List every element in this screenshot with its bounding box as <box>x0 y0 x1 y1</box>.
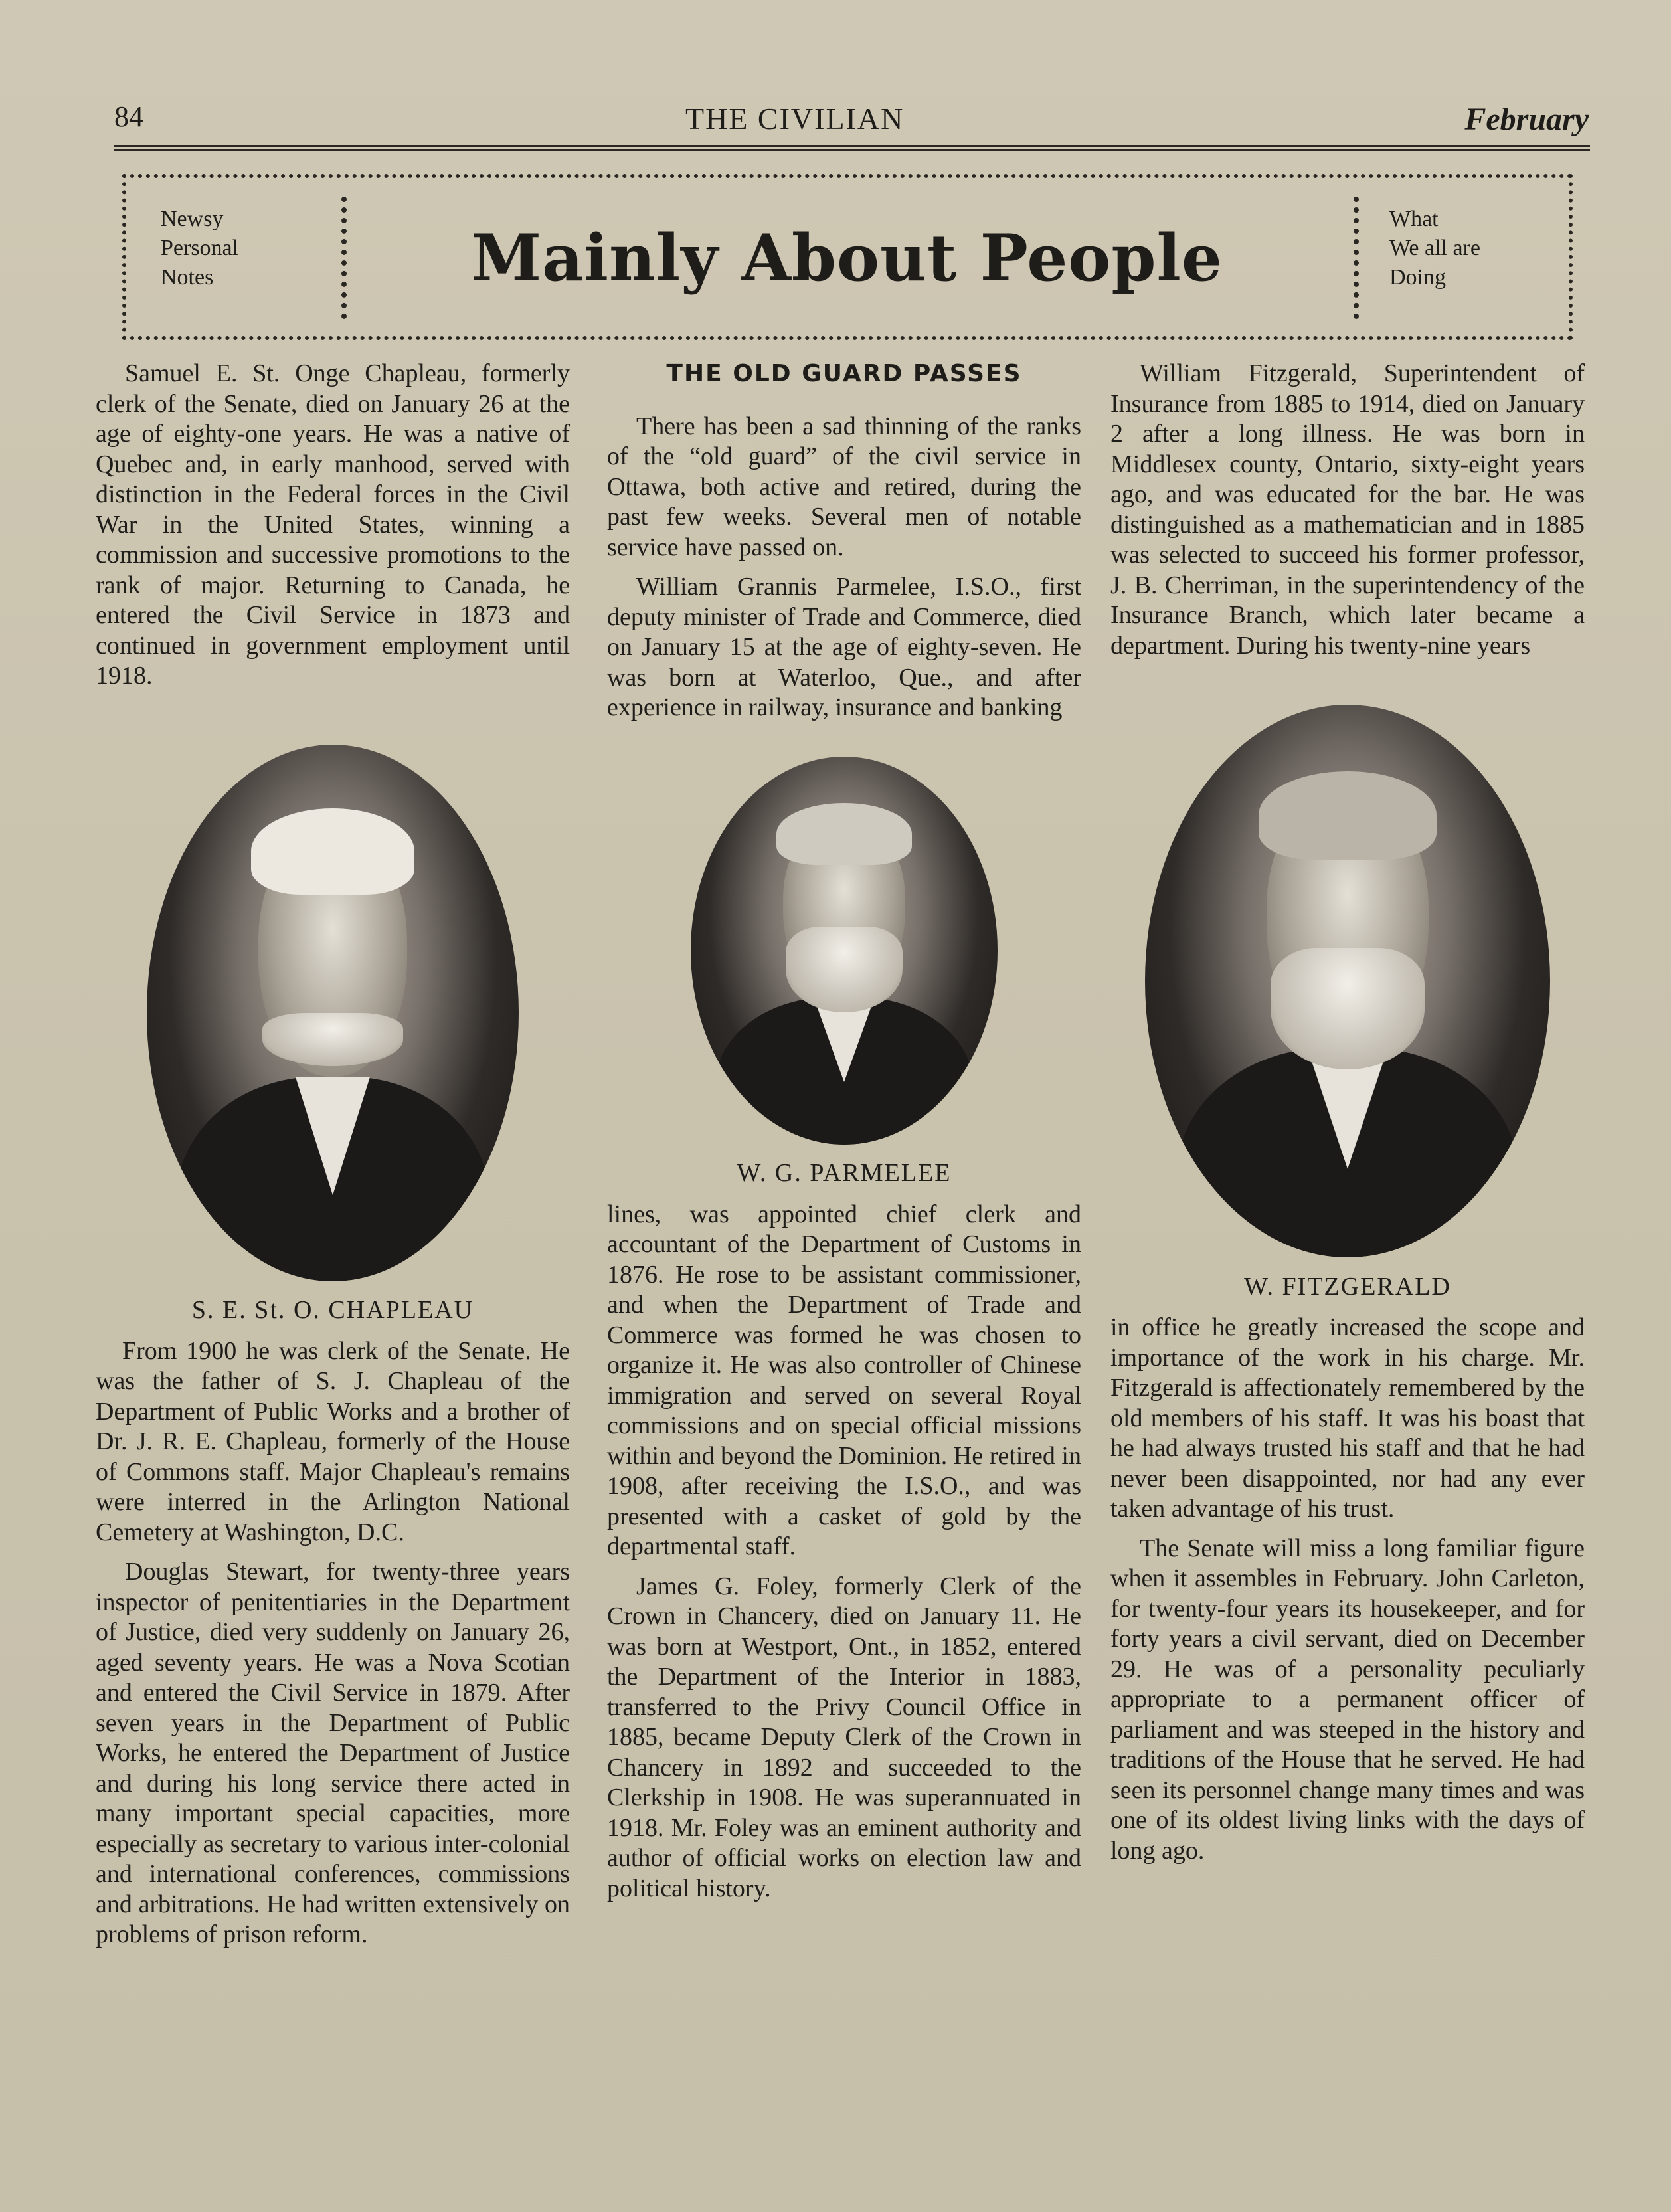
section-heading: THE OLD GUARD PASSES <box>666 360 1022 387</box>
fitzgerald-portrait <box>1145 705 1550 1257</box>
chapleau-portrait <box>147 745 519 1281</box>
old-guard-intro: There has been a sad thinning of the ranks of the “old guard” of the civil service in Ottawa, both active and retired, during the past few weeks. Several men of notable service have passed on. <box>607 412 1081 561</box>
column-two <box>607 359 1081 1913</box>
column-three <box>1110 359 1585 1875</box>
banner-left-line: Newsy <box>161 207 224 231</box>
banner-left-text <box>161 205 238 292</box>
banner-right-line: We all are <box>1389 236 1480 260</box>
fitzgerald-caption: W. FITZGERALD <box>1244 1272 1451 1301</box>
fitzgerald-obituary-intro: William Fitzgerald, Superintendent of Insurance from 1885 to 1914, died on January 2 after a long illness. He was born in Middlesex county, Ontario, sixty-eight years ago, and was educated for the bar. He was distinguished as a mathematician and in 1885 was selected to succeed his former professor, J. B. Cherriman, in the superintendency of the Insurance Branch, which later became a department. During his twenty-nine years <box>1110 359 1585 660</box>
banner-left-line: Notes <box>161 265 214 290</box>
header-rule <box>114 145 1590 151</box>
fitzgerald-portrait-frame <box>1110 705 1585 1265</box>
chapleau-portrait-frame <box>96 745 570 1289</box>
banner-right-text <box>1389 205 1480 292</box>
journal-title: THE CIVILIAN <box>685 102 905 136</box>
parmelee-portrait <box>691 757 998 1145</box>
stewart-obituary: Douglas Stewart, for twenty-three years inspector of penitentiaries in the Department of Justice, died very suddenly on January 26, aged seventy years. He was a Nova Scotian and entered the Civil Service in 1879. After seven years in the Department of Public Works, he entered the Department of Justice and during his long service there acted in many important special capacities, more especially as secretary to various inter-colonial and international conferences, commissions and arbitrations. He had written extensively on problems of prison reform. <box>96 1558 570 1948</box>
banner-right-line: What <box>1389 207 1439 231</box>
foley-obituary: James G. Foley, formerly Clerk of the Crown in Chancery, died on January 11. He was born at Westport, Ont., in 1852, entered the Department of the Interior in 1883, transferred to the Privy Council Office in 1885, became Deputy Clerk of the Crown in Chancery in 1892 and succeeded to the Clerkship in 1908. He was superannuated in 1918. Mr. Foley was an eminent authority and author of official works on election law and political history. <box>607 1572 1081 1902</box>
parmelee-obituary-cont: lines, was appointed chief clerk and accountant of the Department of Customs in 1876. He rose to be assistant commissioner, and when the Department of Trade and Commerce was formed he was chosen to organize it. He was also controller of Chinese immigration and served on several Royal commissions and on special official missions within and beyond the Dominion. He retired in 1908, after receiving the I.S.O., and was presented with a casket of gold by the departmental staff. <box>607 1200 1081 1560</box>
chapleau-caption: S. E. St. O. CHAPLEAU <box>191 1296 474 1324</box>
banner-left-line: Personal <box>161 236 239 260</box>
parmelee-portrait-frame <box>607 757 1081 1152</box>
chapleau-obituary-intro: Samuel E. St. Onge Chapleau, formerly clerk of the Senate, died on January 26 at the age of eighty-one years. He was a native of Quebec and, in early manhood, served with distinction in the Federal forces in the Civil War in the United States, winning a commission and successive promotions to the rank of major. Returning to Canada, he entered the Civil Service in 1873 and continued in government employment until 1918. <box>96 359 570 690</box>
parmelee-obituary-intro: William Grannis Parmelee, I.S.O., first deputy minister of Trade and Commerce, died on January 15 at the age of eighty-seven. He was born at Waterloo, Que., and after experience in railway, insurance and banking <box>607 573 1081 721</box>
fitzgerald-obituary-cont: in office he greatly increased the scope and importance of the work in his charge. Mr. Fitzgerald is affectionately remembered by the old members of his staff. It was his boast that he had always trusted his staff and that he had never been disappointed, nor had any ever taken advantage of his trust. <box>1110 1313 1585 1522</box>
chapleau-obituary-cont: From 1900 he was clerk of the Senate. He was the father of S. J. Chapleau of the Department of Public Works and a brother of Dr. J. R. E. Chapleau, formerly of the House of Commons staff. Major Chapleau's remains were interred in the Arlington National Cemetery at Washington, D.C. <box>96 1336 570 1546</box>
banner-right-line: Doing <box>1389 265 1446 290</box>
banner-title: Mainly About People <box>471 221 1223 296</box>
banner-divider-right <box>1354 197 1359 319</box>
parmelee-caption: W. G. PARMELEE <box>737 1159 952 1187</box>
page-number: 84 <box>114 100 143 133</box>
running-header <box>114 100 1589 146</box>
column-one <box>96 359 570 1960</box>
issue-month: February <box>1464 102 1589 137</box>
section-banner <box>122 174 1573 340</box>
carleton-obituary: The Senate will miss a long familiar figure when it assembles in February. John Carleton, for twenty-four years its housekeeper, and for forty years a civil servant, died on December 29. He was of a personality peculiarly appropriate to a permanent officer of parliament and was steeped in the history and traditions of the House that he served. He had seen its personnel change many times and was one of its oldest living links with the days of long ago. <box>1110 1534 1585 1865</box>
